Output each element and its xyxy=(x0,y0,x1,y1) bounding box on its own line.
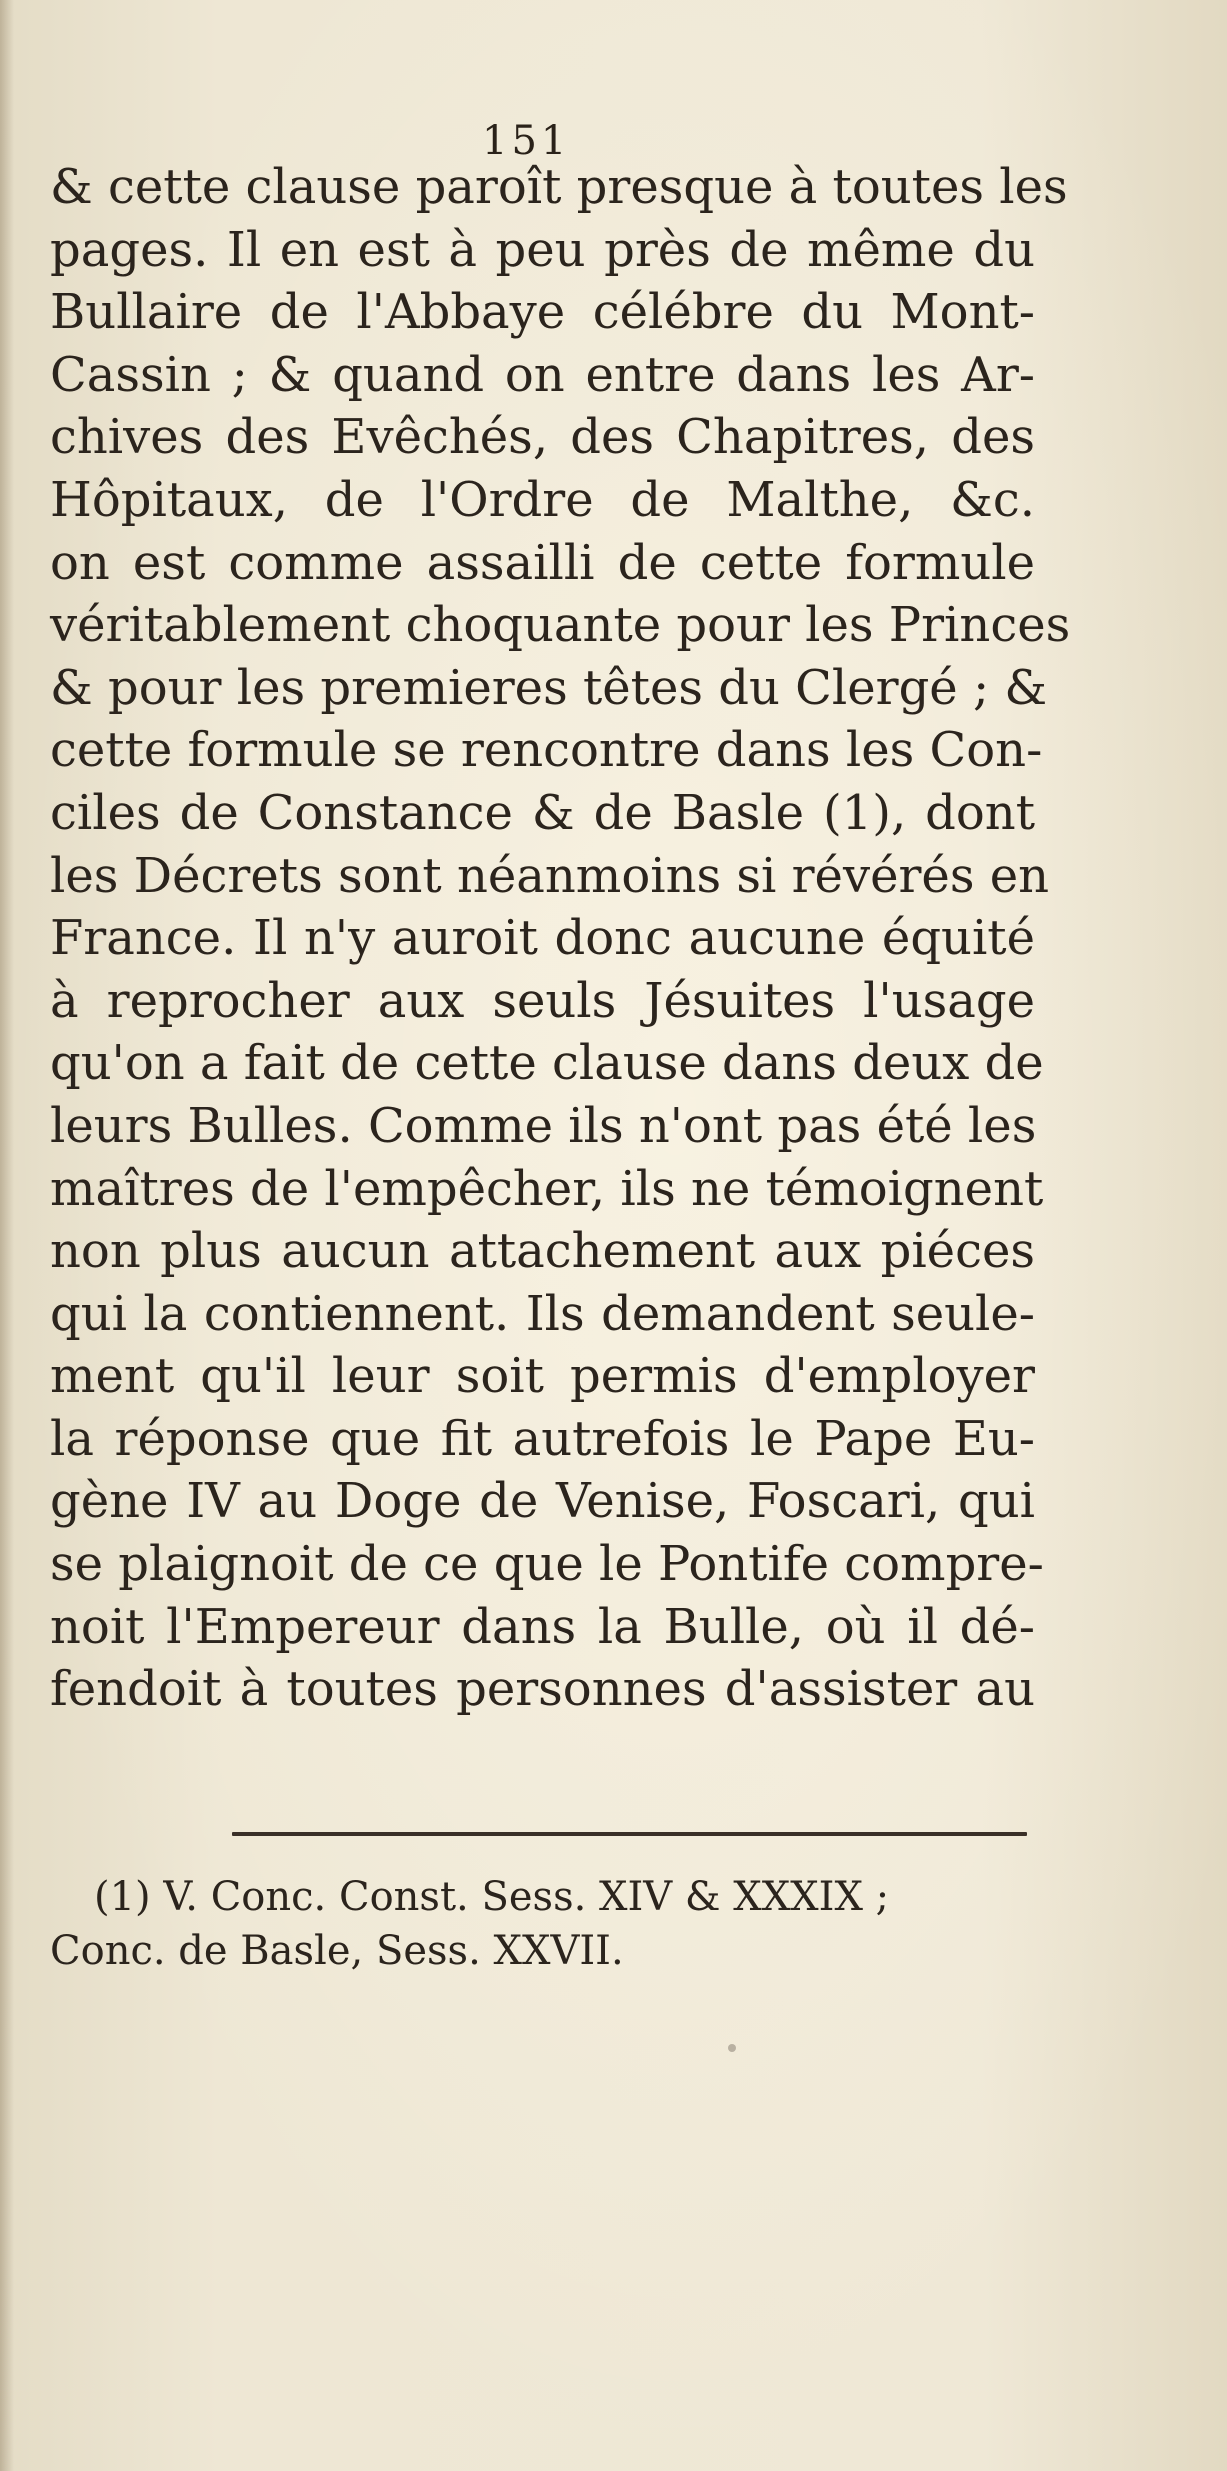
footnote-line: (1) V. Conc. Const. Sess. XIV & XXXIX ; xyxy=(94,1874,890,1920)
text-line: chives des Evêchés, des Chapitres, des xyxy=(50,409,1035,466)
text-line: à reprocher aux seuls Jésuites l'usage xyxy=(50,972,1035,1029)
text-line: ment qu'il leur soit permis d'employer xyxy=(50,1348,1035,1405)
text-line: France. Il n'y auroit donc aucune équité xyxy=(50,910,1035,967)
text-line: qui la contiennent. Ils demandent seule- xyxy=(50,1285,1035,1342)
paper-speck xyxy=(728,2044,736,2052)
text-line: ciles de Constance & de Basle (1), dont xyxy=(50,784,1035,841)
text-line: on est comme assailli de cette formule xyxy=(50,534,1035,591)
text-line: les Décrets sont néanmoins si révérés en xyxy=(50,847,1050,904)
text-line: pages. Il en est à peu près de même du xyxy=(50,221,1035,278)
text-line: noit l'Empereur dans la Bulle, où il dé- xyxy=(50,1598,1035,1655)
footnote-line: Conc. de Basle, Sess. XXVII. xyxy=(50,1928,624,1974)
body-text xyxy=(50,156,1071,1721)
page-gutter-shadow xyxy=(0,0,14,2471)
text-line: véritablement choquante pour les Princes xyxy=(50,597,1071,654)
text-line: & cette clause paroît presque à toutes les xyxy=(50,159,1068,215)
text-line: Bullaire de l'Abbaye célébre du Mont- xyxy=(50,284,1035,341)
text-line: qu'on a fait de cette clause dans deux de xyxy=(50,1035,1044,1092)
text-line: Hôpitaux, de l'Ordre de Malthe, &c. xyxy=(50,471,1035,528)
text-line: & pour les premieres têtes du Clergé ; & xyxy=(50,659,1048,716)
text-line: Cassin ; & quand on entre dans les Ar- xyxy=(50,346,1035,403)
footnote-divider xyxy=(232,1832,1027,1836)
text-line: cette formule se rencontre dans les Con- xyxy=(50,722,1043,779)
text-line: leurs Bulles. Comme ils n'ont pas été les xyxy=(50,1097,1037,1154)
text-line: non plus aucun attachement aux piéces xyxy=(50,1223,1035,1280)
text-line: gène IV au Doge de Venise, Foscari, qui xyxy=(50,1473,1035,1530)
text-line: maîtres de l'empêcher, ils ne témoignent xyxy=(50,1160,1044,1217)
page-number: 151 xyxy=(482,118,571,164)
text-line: la réponse que fit autrefois le Pape Eu- xyxy=(50,1410,1035,1467)
footnote xyxy=(50,1870,1060,1978)
text-line: fendoit à toutes personnes d'assister au xyxy=(50,1661,1035,1718)
text-line: se plaignoit de ce que le Pontife compre- xyxy=(50,1536,1044,1593)
